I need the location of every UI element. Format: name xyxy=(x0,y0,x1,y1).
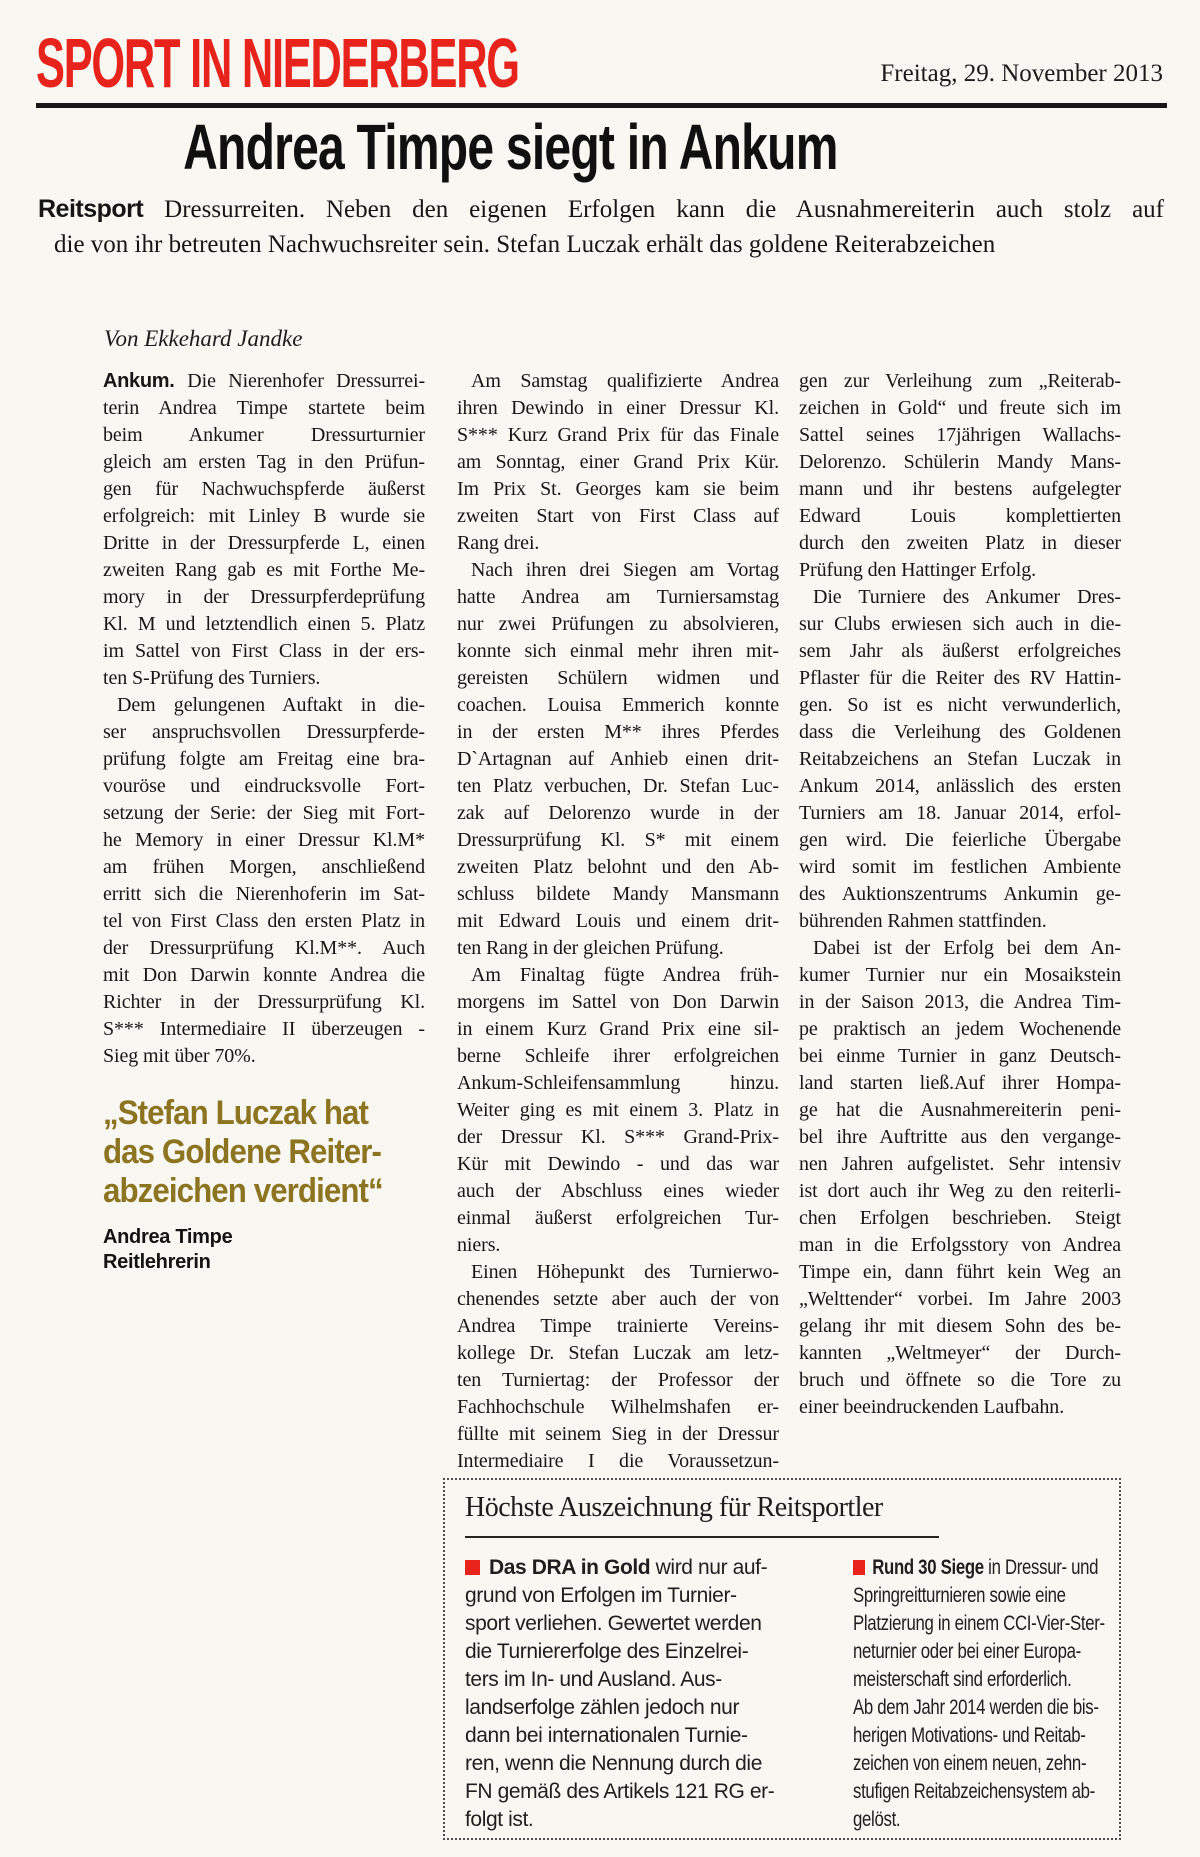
standfirst-line1-text: Dressurreiten. Neben den eigenen Erfolgen kann die Ausnahmereiterin auch stolz auf xyxy=(143,196,1164,223)
article-line: terin Andrea Timpe startete beim xyxy=(103,397,425,419)
article-line: Am Finaltag fügte Andrea früh- xyxy=(471,964,779,986)
article-line: Kür mit Dewindo - und das war xyxy=(457,1153,779,1175)
masthead-rule xyxy=(36,103,1167,108)
infobox-line: zeichen von einem neuen, zehn- xyxy=(853,1752,1087,1775)
article-line: gereisten Schülern widmen und xyxy=(457,667,779,689)
infobox-line: landserfolge zählen jedoch nur xyxy=(465,1696,740,1719)
infobox-title-rule xyxy=(465,1536,939,1538)
article-line: kollege Dr. Stefan Luczak am letz- xyxy=(457,1342,779,1364)
article-line: Pflaster für die Reiter des RV Hattin- xyxy=(799,667,1121,689)
article-line: mit Don Darwin konnte Andrea die xyxy=(103,964,425,986)
article-line: niers. xyxy=(457,1234,501,1256)
article-line: Dressurprüfung Kl. S* mit einem xyxy=(457,829,779,851)
article-line: tel von First Class den ersten Platz in xyxy=(103,910,425,932)
article-line: Edward Louis komplettierten xyxy=(799,505,1121,527)
article-column-3 xyxy=(799,368,1121,1421)
article-line: setzung der Serie: der Sieg mit Fort- xyxy=(103,802,425,824)
article-line: vouröse und eindrucksvolle Fort- xyxy=(103,775,425,797)
pullquote-line: abzeichen verdient“ xyxy=(103,1172,383,1210)
article-line: Sieg mit über 70%. xyxy=(103,1045,256,1067)
headline-text: Andrea Timpe siegt in Ankum xyxy=(182,111,838,183)
infobox-line: meisterschaft sind erforderlich. xyxy=(853,1668,1072,1691)
infobox-line: FN gemäß des Artikels 121 RG er- xyxy=(465,1780,775,1803)
article-line: Einen Höhepunkt des Turnierwo- xyxy=(471,1261,779,1283)
article-line: in der Saison 2013, die Andrea Tim- xyxy=(799,991,1121,1013)
article-line: erritt sich die Nierenhoferin im Sat- xyxy=(103,883,425,905)
article-line: gen für Nachwuchspferde äußerst xyxy=(103,478,425,500)
article-line: land starten ließ.Auf ihrer Hompa- xyxy=(799,1072,1121,1094)
article-line: Die Turniere des Ankumer Dres- xyxy=(813,586,1121,608)
article-line: Kl. M und letztendlich einen 5. Platz xyxy=(103,613,425,635)
article-line: kumer Turnier nur ein Mosaikstein xyxy=(799,964,1121,986)
article-line: chenendes setzte aber auch der von xyxy=(457,1288,779,1310)
article-line: am Sonntag, einer Grand Prix Kür. xyxy=(457,451,779,473)
article-line: S*** Intermediaire II überzeugen - xyxy=(103,1018,425,1040)
infobox-line: gelöst. xyxy=(853,1808,901,1831)
infobox-line: grund von Erfolgen im Turnier- xyxy=(465,1584,737,1607)
article-line: gen. So ist es nicht verwunderlich, xyxy=(799,694,1121,716)
article-line: chen Erfolgen beschrieben. Steigt xyxy=(799,1207,1121,1229)
infobox-line: Rund 30 Siege in Dressur- und xyxy=(853,1554,1117,1582)
pullquote-line: das Goldene Reiter- xyxy=(103,1133,382,1171)
standfirst xyxy=(38,192,1164,262)
article-line: Prüfung den Hattinger Erfolg. xyxy=(799,559,1037,581)
article-line: bruch und öffnete so die Tore zu xyxy=(799,1369,1121,1391)
article-line: bei einme Turnier in ganz Deutsch- xyxy=(799,1045,1121,1067)
article-line: sem Jahr als äußerst erfolgreiches xyxy=(799,640,1121,662)
red-square-bullet-icon xyxy=(853,1560,865,1575)
dateline-lead: Ankum. xyxy=(103,370,188,392)
infobox-line: die Turniererfolge des Einzelrei- xyxy=(465,1640,749,1663)
infobox-line: stufigen Reitabzeichensystem ab- xyxy=(853,1780,1095,1803)
article-line: ten Platz verbuchen, Dr. Stefan Luc- xyxy=(457,775,779,797)
standfirst-line2: die von ihr betreuten Nachwuchsreiter sein. Stefan Luczak erhält das goldene Reiterabzeichen xyxy=(54,231,996,258)
article-line: Sattel seines 17jährigen Wallachs- xyxy=(799,424,1121,446)
article-line: Ankum-Schleifensammlung hinzu. xyxy=(457,1072,779,1094)
article-line: Delorenzo. Schülerin Mandy Mans- xyxy=(799,451,1121,473)
pullquote-attribution xyxy=(103,1225,425,1275)
article-column-1 xyxy=(103,368,425,1275)
article-line: morgens im Sattel von Don Darwin xyxy=(457,991,779,1013)
infobox-line: folgt ist. xyxy=(465,1808,534,1831)
article-line: hatte Andrea am Turniersamstag xyxy=(457,586,779,608)
article-line: man in die Erfolgsstory von Andrea xyxy=(799,1234,1121,1256)
standfirst-kicker: Reitsport xyxy=(38,195,144,223)
article-line: gelang ihr mit diesem Sohn des be- xyxy=(799,1315,1121,1337)
article-line: in einem Kurz Grand Prix eine sil- xyxy=(457,1018,779,1040)
infobox-line: Das DRA in Gold wird nur auf- xyxy=(465,1554,801,1582)
article-line: der Dressurprüfung Kl.M**. Auch xyxy=(103,937,425,959)
article-line: mann und ihr bestens aufgelegter xyxy=(799,478,1121,500)
article-line: Turniers am 18. Januar 2014, erfol- xyxy=(799,802,1121,824)
article-column-2 xyxy=(457,368,779,1475)
article-line: Nach ihren drei Siegen am Vortag xyxy=(471,559,779,581)
article-line: des Auktionszentrums Ankumin ge- xyxy=(799,883,1121,905)
article-line: Dabei ist der Erfolg bei dem An- xyxy=(813,937,1121,959)
article-line: S*** Kurz Grand Prix für das Finale xyxy=(457,424,779,446)
article-line: einer beeindruckenden Laufbahn. xyxy=(799,1396,1065,1418)
infobox-line: Platzierung in einem CCI-Vier-Ster- xyxy=(853,1612,1105,1635)
article-line: ser anspruchsvollen Dressurpferde- xyxy=(103,721,425,743)
article-line: füllte mit seinem Sieg in der Dressur xyxy=(457,1423,779,1445)
article-line: zweiten Platz belohnt und den Ab- xyxy=(457,856,779,878)
article-line: gen wird. Die feierliche Übergabe xyxy=(799,829,1121,851)
infobox-line: Ab dem Jahr 2014 werden die bis- xyxy=(853,1696,1099,1719)
infobox xyxy=(443,1478,1121,1840)
article-line: gleich am ersten Tag in den Prüfun- xyxy=(103,451,425,473)
infobox-item-lead: Rund 30 Siege xyxy=(872,1556,989,1579)
article-line: berne Schleife ihrer erfolgreichen xyxy=(457,1045,779,1067)
article-line: Timpe ein, dann führt kein Weg an xyxy=(799,1261,1121,1283)
article-line: wird somit im festlichen Ambiente xyxy=(799,856,1121,878)
article-line: ist dort auch ihr Weg zu den reiterli- xyxy=(799,1180,1121,1202)
infobox-item-lead: Das DRA in Gold xyxy=(489,1556,656,1579)
infobox-title: Höchste Auszeichnung für Reitsportler xyxy=(465,1492,883,1523)
article-line: ge hat die Ausnahmereiterin peni- xyxy=(799,1099,1121,1121)
article-line: erfolgreich: mit Linley B wurde sie xyxy=(103,505,425,527)
article-line: einmal äußerst erfolgreichen Tur- xyxy=(457,1207,779,1229)
infobox-line: sport verliehen. Gewertet werden xyxy=(465,1612,762,1635)
article-line: Ankum. Die Nierenhofer Dressurrei- xyxy=(103,370,425,392)
article-line: Ankum 2014, anlässlich des ersten xyxy=(799,775,1121,797)
pullquote-author: Andrea Timpe xyxy=(103,1226,233,1248)
article-line: zak auf Delorenzo wurde in der xyxy=(457,802,779,824)
article-line: Weiter ging es mit einem 3. Platz in xyxy=(457,1099,779,1121)
masthead-date: Freitag, 29. November 2013 xyxy=(880,60,1163,87)
article-line: durch den zweiten Platz in dieser xyxy=(799,532,1121,554)
pullquote-line: „Stefan Luczak hat xyxy=(103,1094,369,1132)
pullquote-role: Reitlehrerin xyxy=(103,1251,211,1273)
article-line: zeichen in Gold“ und freute sich im xyxy=(799,397,1121,419)
infobox-item xyxy=(465,1554,801,1834)
article-line: bührenden Rahmen stattfinden. xyxy=(799,910,1047,932)
article-line: Rang drei. xyxy=(457,532,540,554)
infobox-line: ters im In- und Ausland. Aus- xyxy=(465,1668,722,1691)
article-line: Andrea Timpe trainierte Vereins- xyxy=(457,1315,779,1337)
article-line: schluss bildete Mandy Mansmann xyxy=(457,883,779,905)
article-line: beim Ankumer Dressurturnier xyxy=(103,424,425,446)
infobox-line: Springreitturnieren sowie eine xyxy=(853,1584,1066,1607)
article-line: prüfung folgte am Freitag eine bra- xyxy=(103,748,425,770)
article-line: Dem gelungenen Auftakt in die- xyxy=(117,694,425,716)
article-line: nen Jahren aufgelistet. Sehr intensiv xyxy=(799,1153,1121,1175)
article-line: Intermediaire I die Voraussetzun- xyxy=(457,1450,779,1472)
article-line: D`Artagnan auf Anhieb einen drit- xyxy=(457,748,779,770)
infobox-line: ren, wenn die Nennung durch die xyxy=(465,1752,762,1775)
article-line: pe praktisch an jedem Wochenende xyxy=(799,1018,1121,1040)
article-line: Am Samstag qualifizierte Andrea xyxy=(471,370,779,392)
article-line: ihren Dewindo in einer Dressur Kl. xyxy=(457,397,779,419)
article-line: bel ihre Auftritte aus den vergange- xyxy=(799,1126,1121,1148)
masthead-title: SPORT IN NIEDERBERG xyxy=(36,24,519,102)
article-line: Dritte in der Dressurpferde L, einen xyxy=(103,532,425,554)
infobox-line: herigen Motivations- und Reitab- xyxy=(853,1724,1086,1747)
article-line: zweiten Rang gab es mit Forthe Me- xyxy=(103,559,425,581)
article-line: gen zur Verleihung zum „Reiterab- xyxy=(799,370,1121,392)
article-line: coachen. Louisa Emmerich konnte xyxy=(457,694,779,716)
article-line: ten Turniertag: der Professor der xyxy=(457,1369,779,1391)
article-line: am frühen Morgen, anschließend xyxy=(103,856,425,878)
standfirst-line1 xyxy=(38,192,1164,227)
pullquote xyxy=(103,1094,425,1211)
article-line: ten Rang in der gleichen Prüfung. xyxy=(457,937,724,959)
article-line: konnte sich einmal mehr ihren mit- xyxy=(457,640,779,662)
article-line: he Memory in einer Dressur Kl.M* xyxy=(103,829,425,851)
red-square-bullet-icon xyxy=(465,1560,480,1575)
article-line: mit Edward Louis und einem drit- xyxy=(457,910,779,932)
article-line: kannten „Weltmeyer“ der Durch- xyxy=(799,1342,1121,1364)
article-line: zweiten Start von First Class auf xyxy=(457,505,779,527)
byline: Von Ekkehard Jandke xyxy=(104,326,303,351)
article-line: Im Prix St. Georges kam sie beim xyxy=(457,478,779,500)
article-line: auch der Abschluss eines wieder xyxy=(457,1180,779,1202)
infobox-item xyxy=(853,1554,1117,1834)
article-line: Fachhochschule Wilhelmshafen er- xyxy=(457,1396,779,1418)
article-line: nur zwei Prüfungen zu absolvieren, xyxy=(457,613,779,635)
article-line: Reitabzeichens an Stefan Luczak in xyxy=(799,748,1121,770)
headline xyxy=(30,112,990,182)
article-line: sur Clubs erwiesen sich auch in die- xyxy=(799,613,1121,635)
infobox-line: neturnier oder bei einer Europa- xyxy=(853,1640,1081,1663)
article-line: „Welttender“ vorbei. Im Jahre 2003 xyxy=(799,1288,1121,1310)
article-line: im Sattel von First Class in der ers- xyxy=(103,640,425,662)
article-line: Richter in der Dressurprüfung Kl. xyxy=(103,991,425,1013)
article-line: der Dressur Kl. S*** Grand-Prix- xyxy=(457,1126,779,1148)
article-line: mory in der Dressurpferdeprüfung xyxy=(103,586,425,608)
article-line: dass die Verleihung des Goldenen xyxy=(799,721,1121,743)
infobox-line: dann bei internationalen Turnie- xyxy=(465,1724,748,1747)
article-line: ten S-Prüfung des Turniers. xyxy=(103,667,321,689)
article-line: in der ersten M** ihres Pferdes xyxy=(457,721,779,743)
